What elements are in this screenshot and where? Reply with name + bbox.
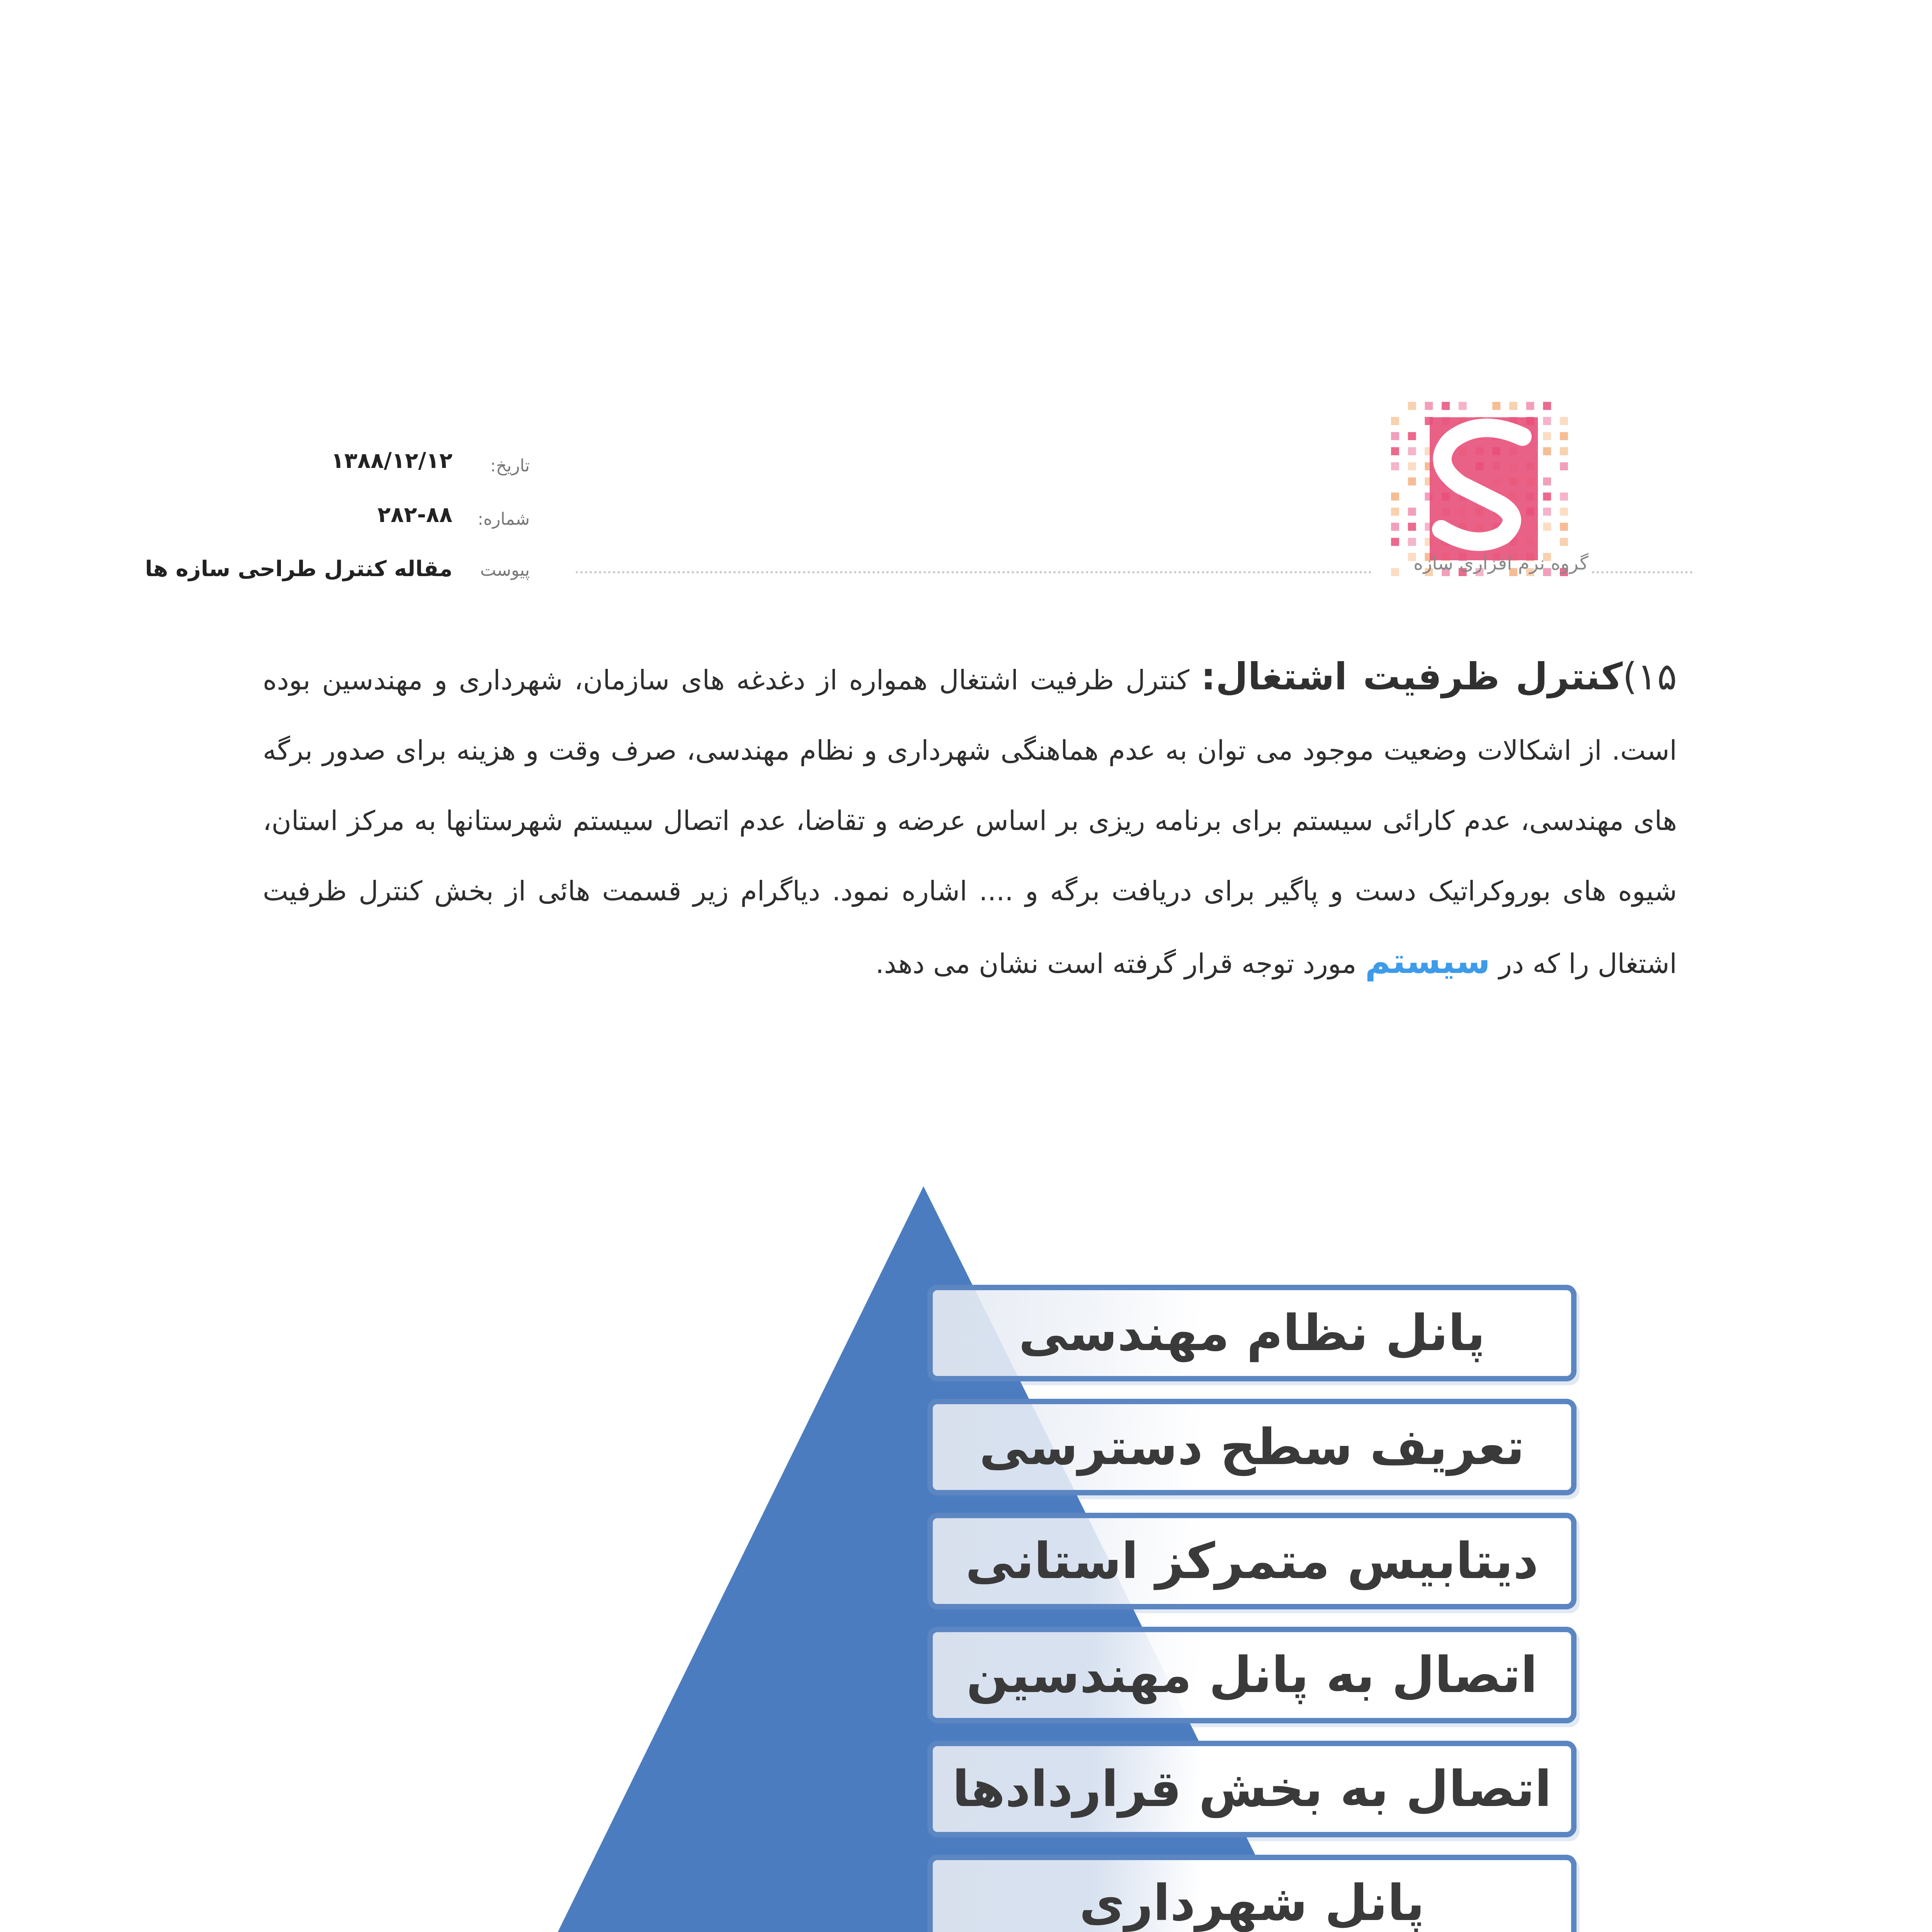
body-text-2: مورد توجه قرار گرفته است نشان می دهد. bbox=[875, 948, 1365, 980]
brand-name: گروه نرم افزاری سازه bbox=[1413, 553, 1588, 574]
pyramid-item-label: دیتابیس متمرکز استانی bbox=[965, 1532, 1539, 1590]
pyramid-item-label: اتصال به بخش قراردادها bbox=[952, 1760, 1552, 1818]
attachment-value: مقاله کنترل طراحی سازه ها bbox=[145, 556, 452, 582]
section-number: ۱۵) bbox=[1622, 655, 1677, 698]
attachment-label: پیوست bbox=[480, 560, 530, 580]
section-title: کنترل ظرفیت اشتغال: bbox=[1201, 655, 1623, 698]
pyramid-item-label: اتصال به پانل مهندسین bbox=[966, 1646, 1538, 1704]
date-label: تاریخ: bbox=[490, 456, 530, 476]
number-label: شماره: bbox=[478, 509, 530, 529]
number-value: ۲۸۲-۸۸ bbox=[377, 502, 452, 527]
pyramid-item-label: پانل نظام مهندسی bbox=[1019, 1304, 1485, 1362]
pyramid-item-access-level bbox=[927, 1399, 1577, 1495]
system-link[interactable]: سیستم bbox=[1365, 941, 1490, 981]
body-text-1: کنترل ظرفیت اشتغال همواره از دغدغه های سازمان، شهرداری و مهندسین بوده است. از اشکالات وضعیت موجود می توان به عدم هماهنگی شهرداری و نظام مهندسی، صرف وقت و هزینه برای صدور برگه های مهندسی، عدم کارائی سیستم برای برنامه ریزی بر اساس عرضه و تقاضا، عدم اتصال سیستم شهرستانها به مرکز استان، شیوه های بوروکراتیک دست و پاگیر برای دریافت برگه و .... اشاره نمود. دیاگرام زیر قسمت هائی از بخش کنترل ظرفیت اشتغال را که در bbox=[263, 664, 1677, 980]
header-divider bbox=[576, 571, 1372, 573]
pyramid-item-central-database bbox=[927, 1513, 1577, 1609]
pyramid-item-label: تعریف سطح دسترسی bbox=[979, 1418, 1525, 1476]
pyramid-item-label: پانل شهرداری bbox=[1079, 1874, 1425, 1932]
pyramid-item-engineers-panel-link bbox=[927, 1627, 1577, 1723]
header-divider-right bbox=[1592, 571, 1692, 573]
pyramid-item-municipality-panel bbox=[927, 1855, 1577, 1932]
date-value: ۱۳۸۸/۱۲/۱۲ bbox=[331, 448, 452, 473]
pyramid-item-contracts-link bbox=[927, 1741, 1577, 1837]
body-paragraph bbox=[263, 641, 1677, 999]
pyramid-item-engineering-panel bbox=[927, 1285, 1577, 1381]
